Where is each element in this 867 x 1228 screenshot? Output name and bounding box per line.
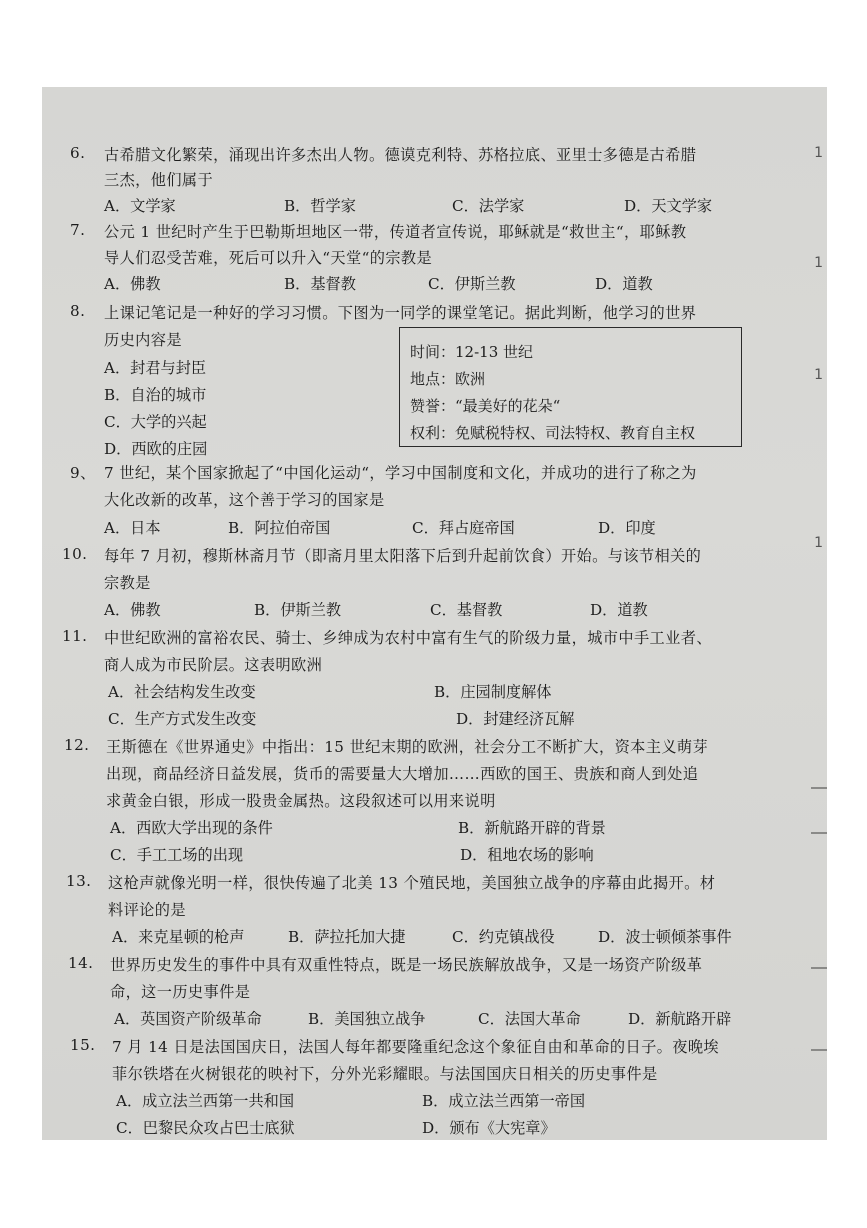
question-12-stem-line-1: 王斯德在《世界通史》中指出：15 世纪末期的欧洲，社会分工不断扩大，资本主义萌芽 (106, 738, 709, 756)
question-14-stem-line-1: 世界历史发生的事件中具有双重性特点，既是一场民族解放战争，又是一场资产阶级革 (110, 956, 703, 974)
question-8-stem-line-2: 历史内容是 (104, 331, 182, 349)
question-7-option-a: A．佛教 (104, 275, 161, 293)
question-11-option-b: B．庄园制度解体 (434, 683, 552, 701)
question-8-stem-line-1: 上课记笔记是一种好的学习习惯。下图为一同学的课堂笔记。据此判断，他学习的世界 (104, 304, 697, 322)
question-12-option-b: B．新航路开辟的背景 (458, 819, 606, 837)
question-7-stem-line-2: 导人们忍受苦难，死后可以升入“天堂“的宗教是 (104, 249, 433, 267)
question-10-stem-line-2: 宗教是 (104, 574, 151, 592)
question-11-option-a: A．社会结构发生改变 (108, 683, 256, 701)
question-15-option-b: B．成立法兰西第一帝国 (422, 1092, 586, 1110)
question-6-option-c: C．法学家 (452, 197, 525, 215)
question-7-option-b: B．基督教 (284, 275, 356, 293)
question-13-option-a: A．来克星顿的枪声 (112, 928, 245, 946)
question-8-option-a: A．封君与封臣 (104, 359, 207, 377)
edge-rule-4 (811, 1049, 827, 1051)
question-9-option-a: A．日本 (104, 519, 161, 537)
question-11-stem-line-2: 商人成为市民阶层。这表明欧洲 (104, 656, 323, 674)
question-12-option-d: D．租地农场的影响 (460, 846, 594, 864)
question-6-option-a: A．文学家 (104, 197, 176, 215)
question-15-option-d: D．颁布《大宪章》 (422, 1119, 556, 1137)
question-12-option-c: C．手工工场的出现 (110, 846, 244, 864)
question-13-option-c: C．约克镇战役 (452, 928, 555, 946)
question-10-stem-line-1: 每年 7 月初，穆斯林斋月节（即斋月里太阳落下后到升起前饮食）开始。与该节相关的 (104, 547, 702, 565)
question-number-13: 13. (66, 872, 92, 890)
question-12-option-a: A．西欧大学出现的条件 (110, 819, 273, 837)
note-place: 地点：欧洲 (410, 370, 486, 388)
class-notes-box (399, 327, 742, 447)
question-10-option-a: A．佛教 (104, 601, 161, 619)
question-6-stem-line-2: 三杰，他们属于 (104, 171, 214, 189)
note-rights: 权利：免赋税特权、司法特权、教育自主权 (410, 424, 696, 442)
question-number-6: 6. (70, 144, 86, 162)
question-11-stem-line-1: 中世纪欧洲的富裕农民、骑士、乡绅成为农村中富有生气的阶级力量，城市中手工业者、 (104, 629, 712, 647)
question-13-option-b: B．萨拉托加大捷 (288, 928, 406, 946)
question-6-option-b: B．哲学家 (284, 197, 356, 215)
question-7-option-c: C．伊斯兰教 (428, 275, 516, 293)
question-14-option-d: D．新航路开辟 (628, 1010, 732, 1028)
question-9-stem-line-1: 7 世纪，某个国家掀起了“中国化运动“，学习中国制度和文化，并成功的进行了称之为 (104, 464, 697, 482)
question-8-option-c: C．大学的兴起 (104, 413, 207, 431)
edge-rule-1 (811, 787, 827, 789)
question-8-option-b: B．自治的城市 (104, 386, 207, 404)
question-9-stem-line-2: 大化改新的改革，这个善于学习的国家是 (104, 491, 385, 509)
question-number-8: 8. (70, 302, 86, 320)
edge-mark-3: 1 (814, 367, 823, 383)
question-15-stem-line-2: 菲尔铁塔在火树银花的映衬下，分外光彩耀眼。与法国国庆日相关的历史事件是 (112, 1065, 658, 1083)
question-number-7: 7. (70, 221, 86, 239)
question-12-stem-line-2: 出现，商品经济日益发展，货币的需要量大大增加……西欧的国王、贵族和商人到处追 (106, 765, 699, 783)
edge-mark-2: 1 (814, 255, 823, 271)
question-9-option-b: B．阿拉伯帝国 (228, 519, 331, 537)
question-13-stem-line-2: 料评论的是 (108, 901, 186, 919)
edge-rule-2 (811, 832, 827, 834)
question-number-12: 12. (64, 736, 90, 754)
question-number-15: 15. (70, 1036, 96, 1054)
question-14-option-a: A．英国资产阶级革命 (114, 1010, 262, 1028)
exam-paper-scan (42, 87, 827, 1140)
question-7-stem-line-1: 公元 1 世纪时产生于巴勒斯坦地区一带，传道者宣传说，耶稣就是“救世主“，耶稣教 (104, 223, 687, 241)
question-6-option-d: D．天文学家 (624, 197, 713, 215)
note-time: 时间：12-13 世纪 (410, 343, 534, 361)
question-10-option-c: C．基督教 (430, 601, 503, 619)
question-9-option-c: C．拜占庭帝国 (412, 519, 515, 537)
question-11-option-d: D．封建经济瓦解 (456, 710, 575, 728)
question-number-9: 9、 (70, 464, 96, 482)
question-14-option-c: C．法国大革命 (478, 1010, 581, 1028)
note-praise: 赞誉：“最美好的花朵“ (410, 397, 561, 415)
question-number-10: 10. (62, 545, 88, 563)
right-edge-marks (797, 87, 827, 1140)
edge-rule-3 (811, 967, 827, 969)
question-number-14: 14. (68, 954, 94, 972)
question-8-option-d: D．西欧的庄园 (104, 440, 208, 458)
question-13-option-d: D．波士顿倾茶事件 (598, 928, 732, 946)
edge-mark-4: 1 (814, 535, 823, 551)
question-9-option-d: D．印度 (598, 519, 656, 537)
question-12-stem-line-3: 求黄金白银，形成一股贵金属热。这段叙述可以用来说明 (106, 792, 496, 810)
question-10-option-b: B．伊斯兰教 (254, 601, 342, 619)
question-6-stem-line-1: 古希腊文化繁荣，涌现出许多杰出人物。德谟克利特、苏格拉底、亚里士多德是古希腊 (104, 146, 697, 164)
question-13-stem-line-1: 这枪声就像光明一样，很快传遍了北美 13 个殖民地，美国独立战争的序幕由此揭开。材 (108, 874, 716, 892)
edge-mark-1: 1 (814, 145, 823, 161)
question-14-option-b: B．美国独立战争 (308, 1010, 426, 1028)
question-7-option-d: D．道教 (595, 275, 653, 293)
question-11-option-c: C．生产方式发生改变 (108, 710, 257, 728)
question-15-stem-line-1: 7 月 14 日是法国国庆日，法国人每年都要隆重纪念这个象征自由和革命的日子。夜晚埃 (112, 1038, 720, 1056)
question-15-option-c: C．巴黎民众攻占巴士底狱 (116, 1119, 295, 1137)
question-15-option-a: A．成立法兰西第一共和国 (116, 1092, 295, 1110)
question-14-stem-line-2: 命，这一历史事件是 (110, 983, 251, 1001)
question-number-11: 11. (62, 627, 88, 645)
question-10-option-d: D．道教 (590, 601, 648, 619)
